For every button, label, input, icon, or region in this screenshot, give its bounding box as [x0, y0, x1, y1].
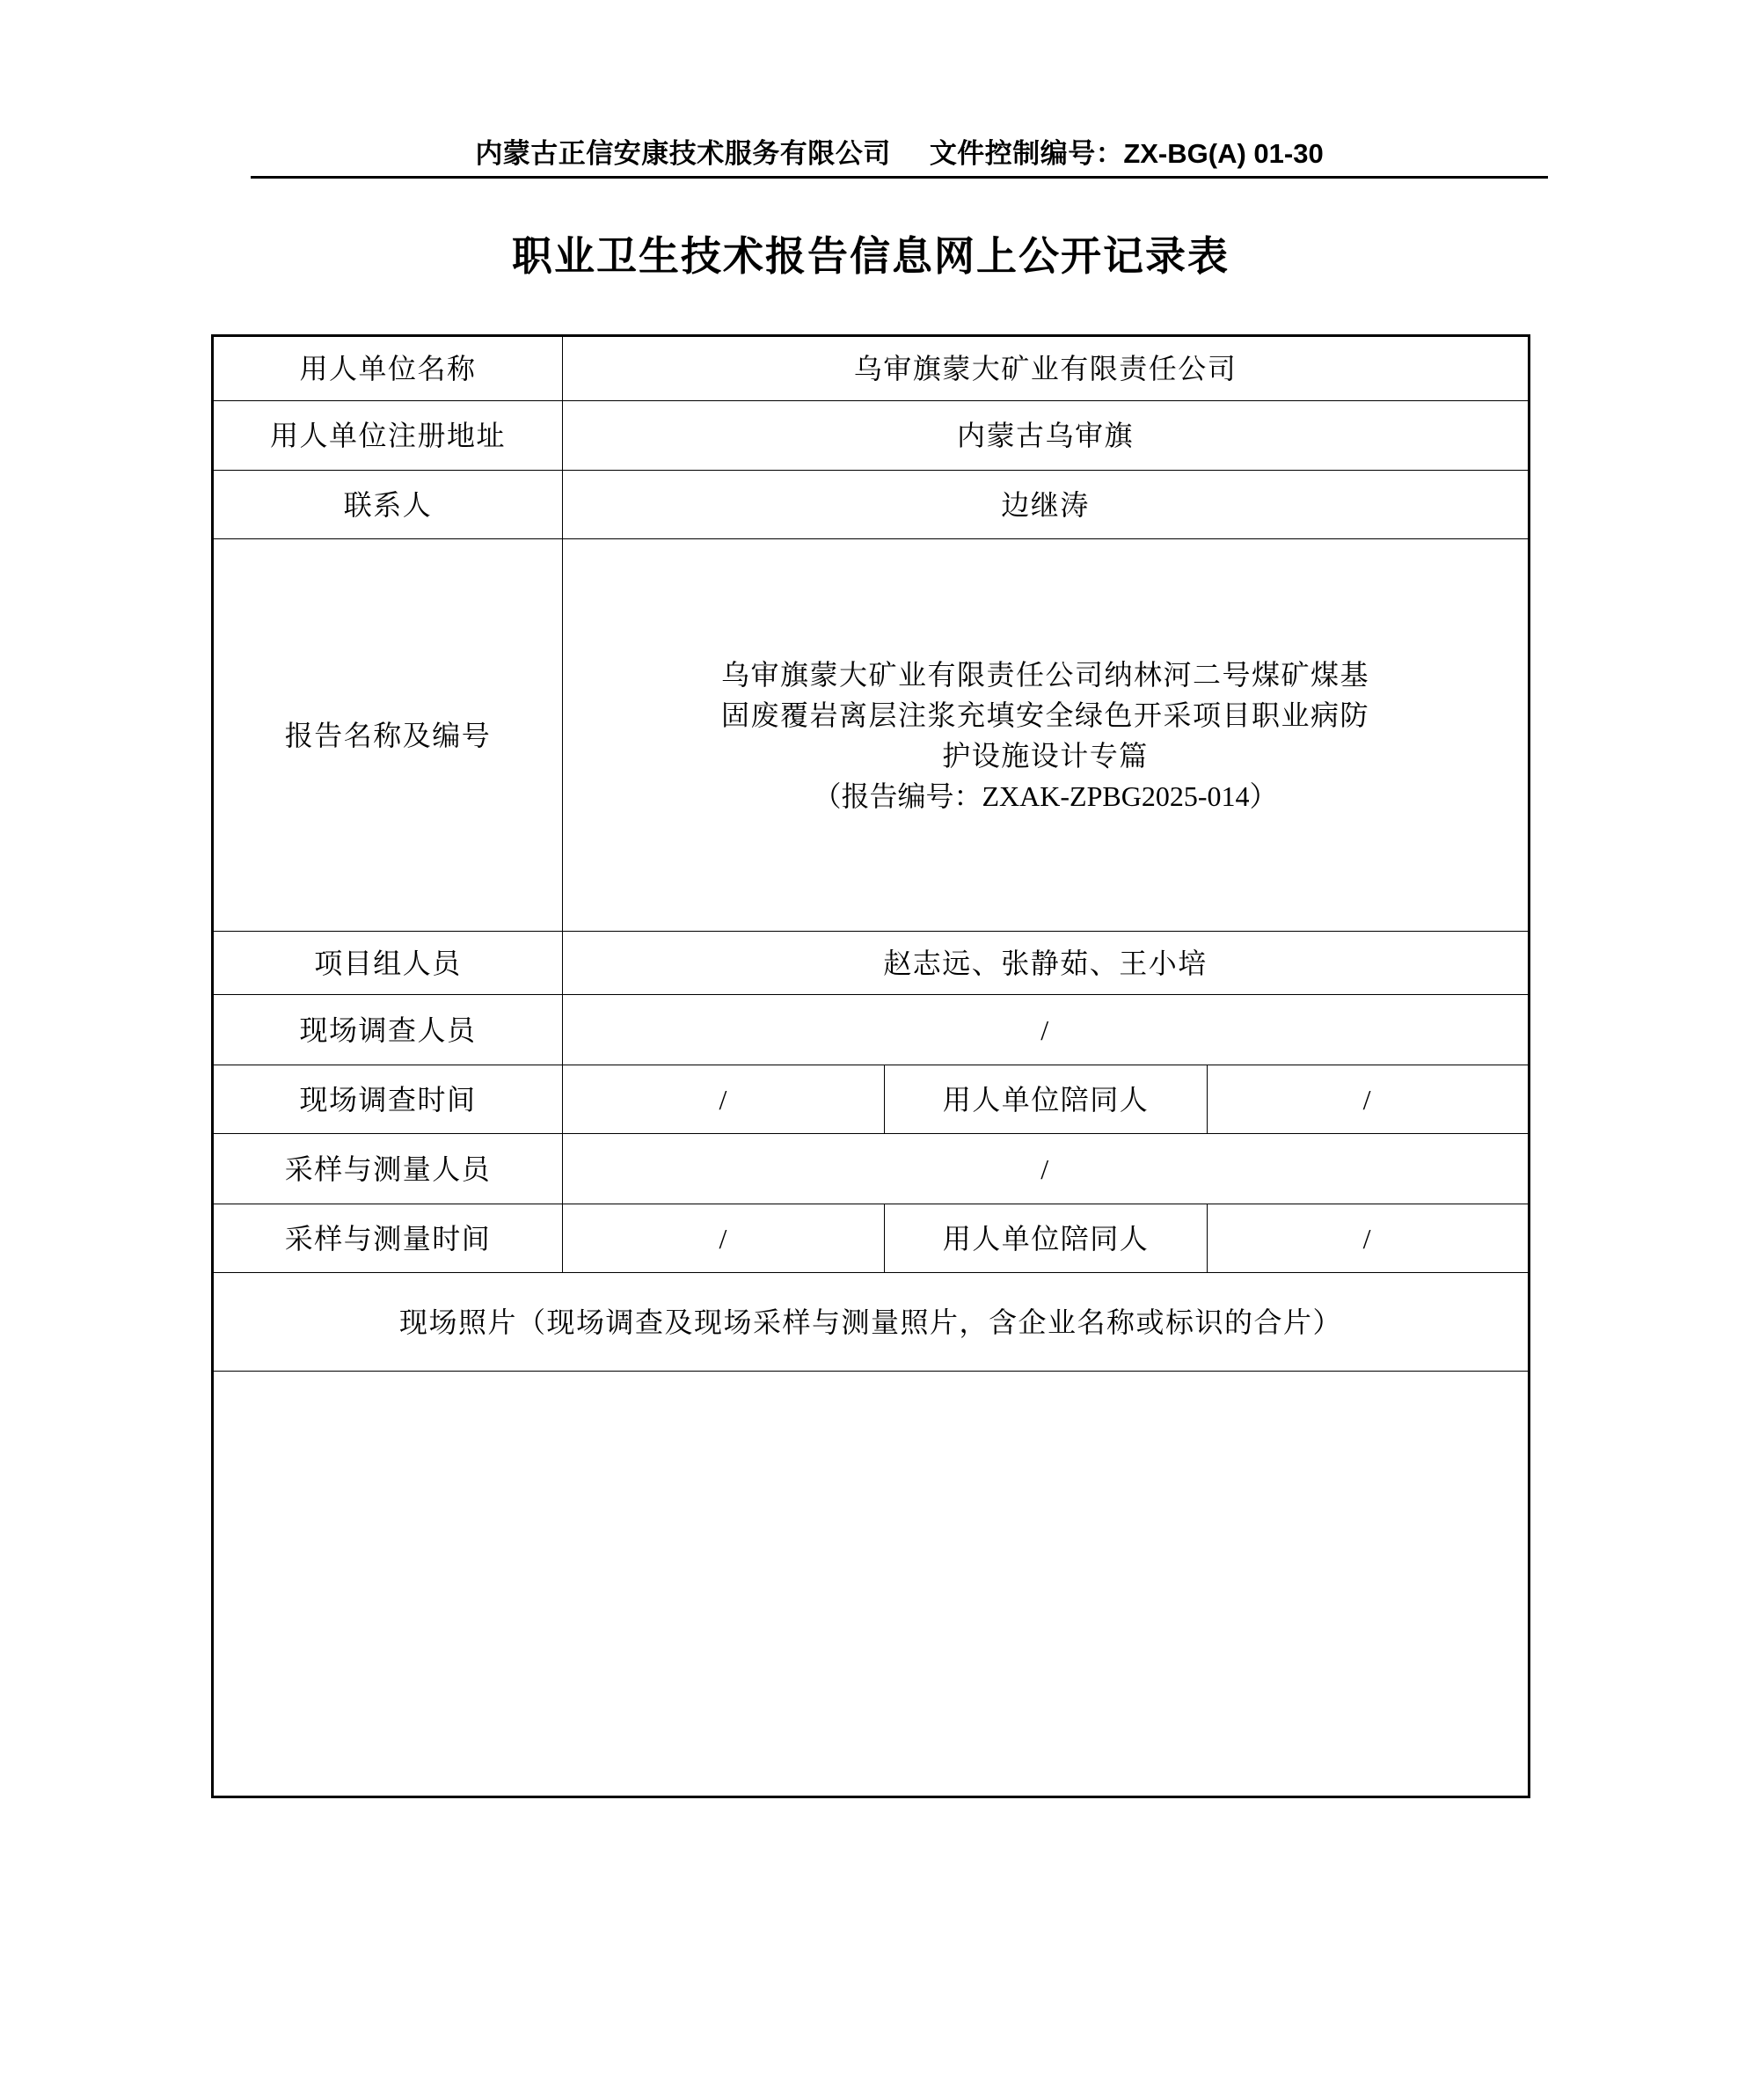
table-row-report-name	[213, 539, 1530, 932]
table-row-contact-person	[213, 471, 1530, 539]
label-sampling-companion: 用人单位陪同人	[885, 1204, 1207, 1273]
value-sampling-companion: /	[1207, 1204, 1529, 1273]
value-employer-address: 内蒙古乌审旗	[563, 401, 1530, 471]
value-sampling-personnel: /	[563, 1134, 1530, 1204]
report-name-line-2: 固废覆岩离层注浆充填安全绿色开采项目职业病防	[720, 699, 1369, 731]
label-survey-companion: 用人单位陪同人	[885, 1065, 1207, 1134]
label-sampling-time: 采样与测量时间	[213, 1204, 563, 1273]
report-name-line-1: 乌审旗蒙大矿业有限责任公司纳林河二号煤矿煤基	[720, 658, 1369, 691]
public-disclosure-record-table	[211, 334, 1530, 1798]
document-header	[251, 123, 1548, 178]
value-survey-companion: /	[1207, 1065, 1529, 1134]
table-row-employer-address	[213, 401, 1530, 471]
value-survey-personnel: /	[563, 995, 1530, 1065]
table-row-site-photos-body	[213, 1372, 1530, 1797]
value-survey-time: /	[563, 1065, 885, 1134]
organization-name: 内蒙古正信安康技术服务有限公司	[475, 137, 891, 169]
site-photos-area	[213, 1372, 1530, 1797]
label-site-photos: 现场照片（现场调查及现场采样与测量照片，含企业名称或标识的合片）	[213, 1273, 1530, 1372]
table-row-survey-time	[213, 1065, 1530, 1134]
table-row-site-photos-header	[213, 1273, 1530, 1372]
label-report-name: 报告名称及编号	[213, 539, 563, 932]
value-sampling-time: /	[563, 1204, 885, 1273]
label-survey-personnel: 现场调查人员	[213, 995, 563, 1065]
document-header-inner	[475, 131, 1323, 171]
value-report-name	[563, 539, 1530, 932]
header-divider-rule	[251, 176, 1548, 179]
control-number-value: ZX-BG(A) 01-30	[1123, 137, 1324, 169]
value-employer-name: 乌审旗蒙大矿业有限责任公司	[563, 336, 1530, 401]
table-row-project-team	[213, 932, 1530, 995]
label-sampling-personnel: 采样与测量人员	[213, 1134, 563, 1204]
page-title: 职业卫生技术报告信息网上公开记录表	[512, 233, 1230, 279]
value-contact-person: 边继涛	[563, 471, 1530, 539]
value-project-team: 赵志远、张静茹、王小培	[563, 932, 1530, 995]
label-project-team: 项目组人员	[213, 932, 563, 995]
table-row-survey-personnel	[213, 995, 1530, 1065]
report-number: （报告编号：ZXAK-ZPBG2025-014）	[813, 779, 1278, 812]
label-employer-address: 用人单位注册地址	[213, 401, 563, 471]
label-survey-time: 现场调查时间	[213, 1065, 563, 1134]
report-name-line-3: 护设施设计专篇	[942, 739, 1149, 772]
label-employer-name: 用人单位名称	[213, 336, 563, 401]
table-row-employer-name	[213, 336, 1530, 401]
table-body	[213, 336, 1530, 1797]
control-number-label: 文件控制编号：	[929, 137, 1124, 169]
table-row-sampling-personnel	[213, 1134, 1530, 1204]
table-row-sampling-time	[213, 1204, 1530, 1273]
label-contact-person: 联系人	[213, 471, 563, 539]
